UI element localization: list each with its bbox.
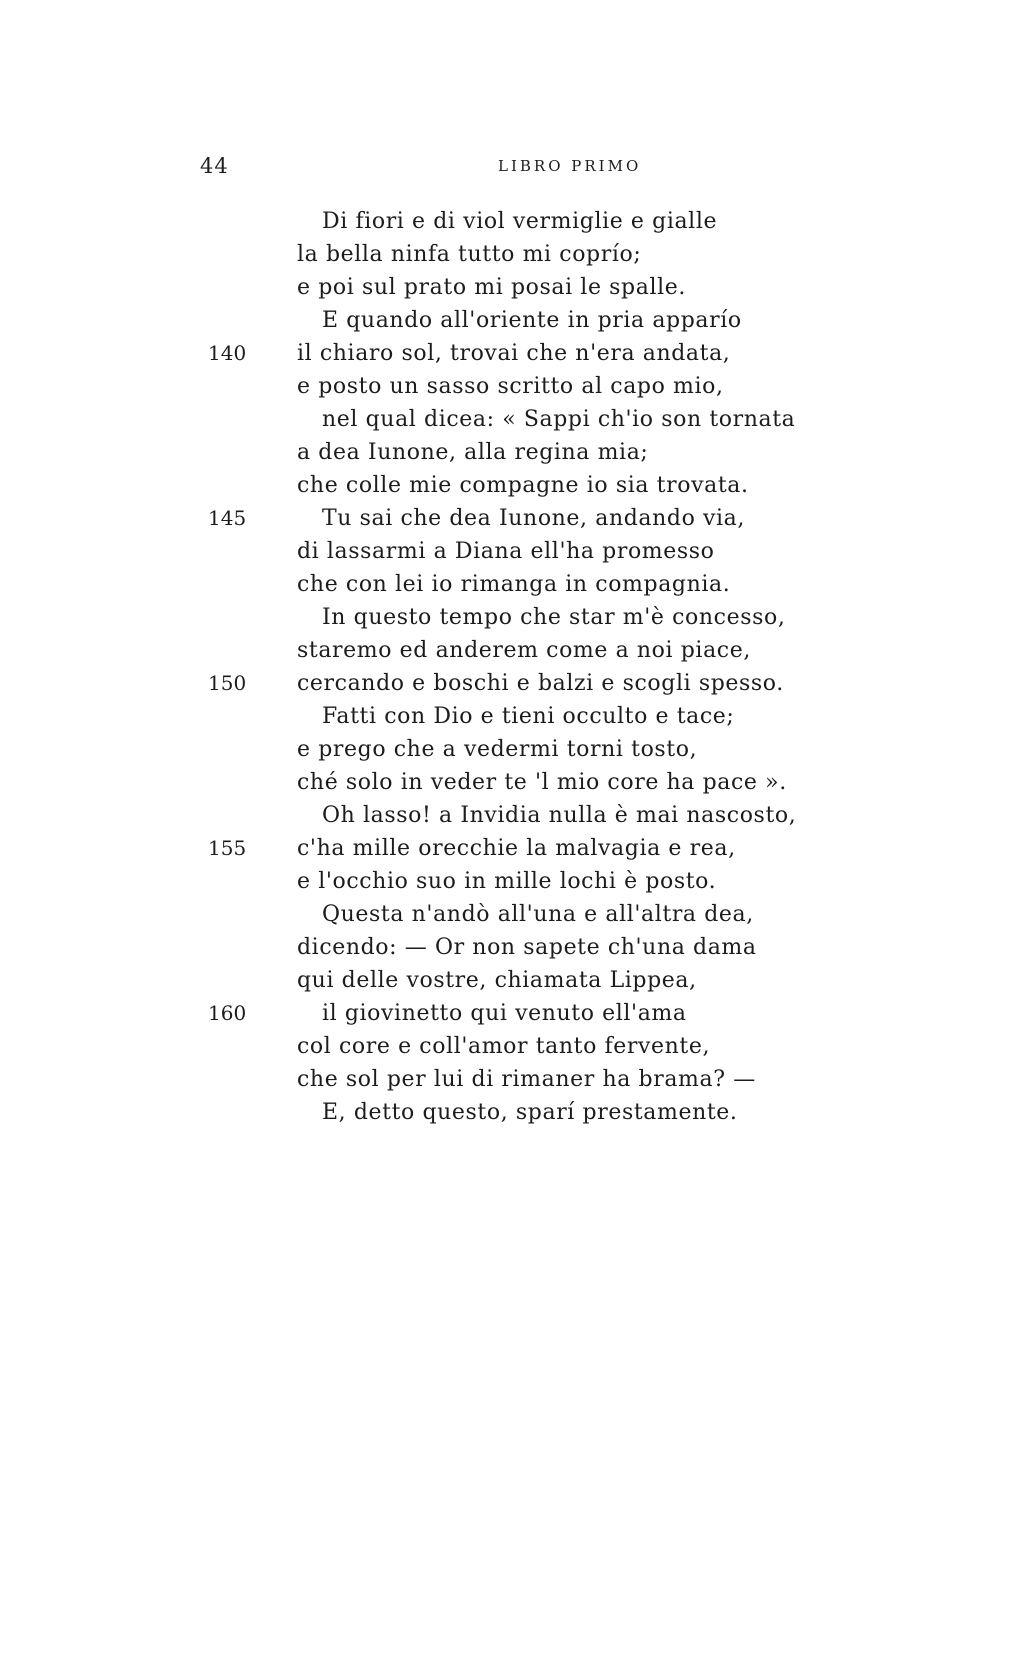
verse-text: e poi sul prato mi posai le spalle.: [297, 275, 686, 300]
verse-text: nel qual dicea: « Sappi ch'io son tornata: [322, 407, 796, 432]
verse-text: e l'occhio suo in mille lochi è posto.: [297, 869, 717, 894]
verse-text: qui delle vostre, chiamata Lippea,: [297, 968, 697, 993]
verse-text: dicendo: — Or non sapete ch'una dama: [297, 935, 757, 960]
verse-line: [0, 535, 1026, 568]
verse-line: [0, 469, 1026, 502]
verse-line: [0, 205, 1026, 238]
verse-line: [0, 304, 1026, 337]
verse-text: che con lei io rimanga in compagnia.: [297, 572, 731, 597]
verse-text: ché solo in veder te 'l mio core ha pace ».: [297, 770, 787, 795]
verse-text: E quando all'oriente in pria apparío: [322, 308, 742, 333]
verse-text: la bella ninfa tutto mi coprío;: [297, 242, 642, 267]
poem-body: [0, 205, 1026, 1129]
verse-text: c'ha mille orecchie la malvagia e rea,: [297, 836, 736, 861]
line-number: 155: [208, 836, 247, 860]
verse-line: [0, 601, 1026, 634]
line-number: 140: [208, 341, 247, 365]
verse-text: e posto un sasso scritto al capo mio,: [297, 374, 724, 399]
running-title: LIBRO PRIMO: [498, 157, 642, 175]
verse-line: [0, 568, 1026, 601]
verse-line: [0, 271, 1026, 304]
verse-line: [0, 898, 1026, 931]
verse-text: E, detto questo, sparí prestamente.: [322, 1100, 738, 1125]
line-number: 150: [208, 671, 247, 695]
verse-text: che sol per lui di rimaner ha brama? —: [297, 1067, 756, 1092]
verse-text: In questo tempo che star m'è concesso,: [322, 605, 786, 630]
verse-line: [0, 1030, 1026, 1063]
verse-line: [0, 370, 1026, 403]
verse-text: Tu sai che dea Iunone, andando via,: [322, 506, 745, 531]
verse-text: di lassarmi a Diana ell'ha promesso: [297, 539, 715, 564]
verse-text: il giovinetto qui venuto ell'ama: [322, 1001, 687, 1026]
verse-line: [0, 436, 1026, 469]
verse-text: col core e coll'amor tanto fervente,: [297, 1034, 711, 1059]
page-number: 44: [200, 154, 229, 178]
verse-line: [0, 766, 1026, 799]
verse-text: Fatti con Dio e tieni occulto e tace;: [322, 704, 735, 729]
verse-text: staremo ed anderem come a noi piace,: [297, 638, 751, 663]
verse-line: [0, 700, 1026, 733]
line-number: 145: [208, 506, 247, 530]
verse-line: [0, 667, 1026, 700]
verse-text: e prego che a vedermi torni tosto,: [297, 737, 698, 762]
verse-text: a dea Iunone, alla regina mia;: [297, 440, 649, 465]
verse-line: [0, 337, 1026, 370]
verse-line: [0, 964, 1026, 997]
verse-line: [0, 1096, 1026, 1129]
verse-line: [0, 403, 1026, 436]
verse-line: [0, 238, 1026, 271]
verse-line: [0, 634, 1026, 667]
verse-text: cercando e boschi e balzi e scogli spesso.: [297, 671, 784, 696]
verse-line: [0, 931, 1026, 964]
verse-line: [0, 865, 1026, 898]
verse-text: Questa n'andò all'una e all'altra dea,: [322, 902, 754, 927]
verse-text: il chiaro sol, trovai che n'era andata,: [297, 341, 731, 366]
verse-line: [0, 502, 1026, 535]
verse-text: Oh lasso! a Invidia nulla è mai nascosto,: [322, 803, 797, 828]
verse-text: che colle mie compagne io sia trovata.: [297, 473, 749, 498]
verse-line: [0, 832, 1026, 865]
verse-line: [0, 733, 1026, 766]
verse-line: [0, 997, 1026, 1030]
verse-text: Di fiori e di viol vermiglie e gialle: [322, 209, 718, 234]
verse-line: [0, 1063, 1026, 1096]
line-number: 160: [208, 1001, 247, 1025]
verse-line: [0, 799, 1026, 832]
